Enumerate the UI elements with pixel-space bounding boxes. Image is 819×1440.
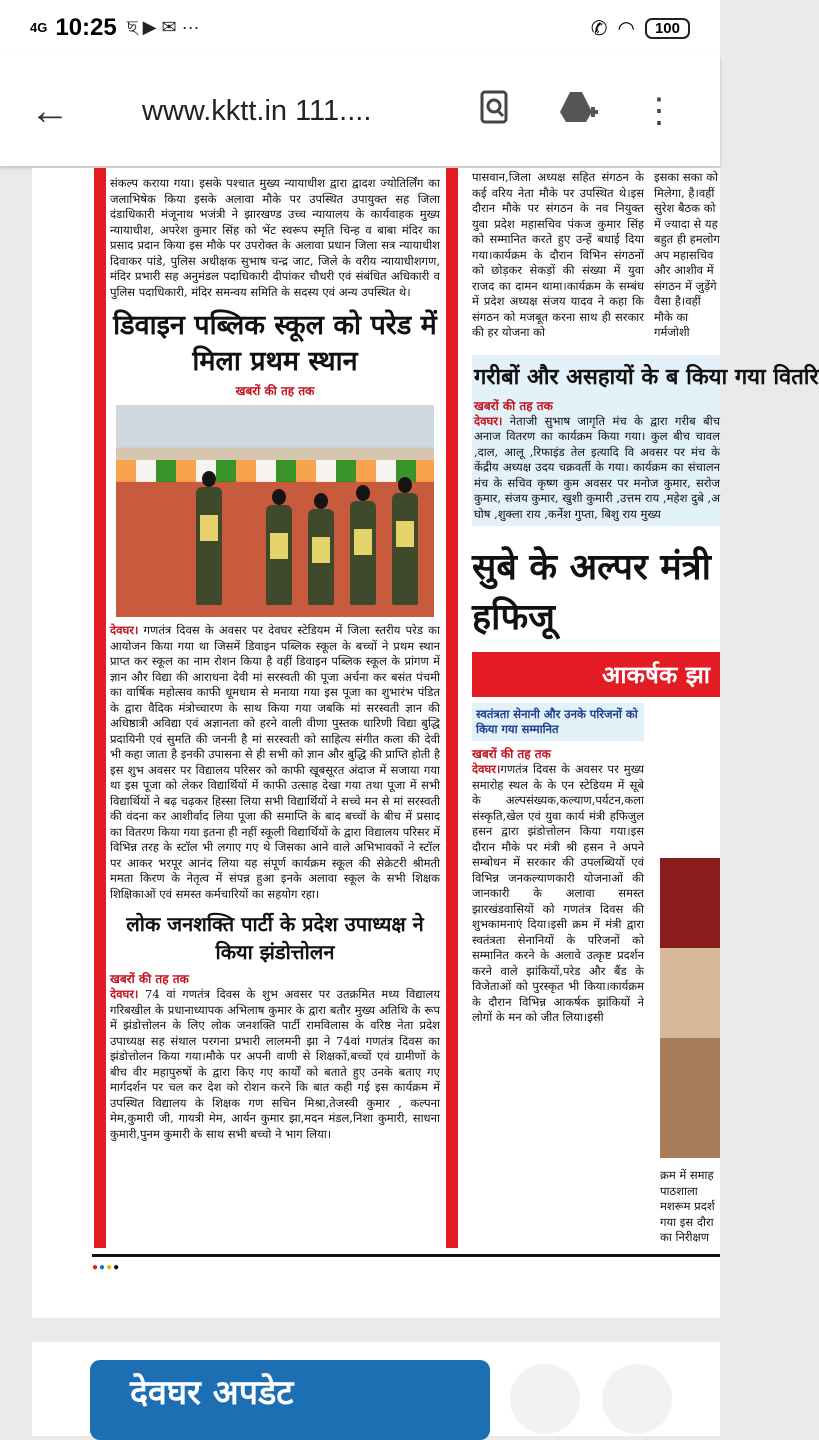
newspaper-page (32, 168, 819, 1318)
banner-attractive: आकर्षक झा (472, 652, 720, 697)
search-page-icon[interactable] (480, 90, 510, 132)
headline-ljp-flag: लोक जनशक्ति पार्टी के प्रदेश उपाध्यक्ष ने किया झंडोत्तोलन (126, 912, 424, 964)
headline-minister: सुबे के अल्पर मंत्री हफिजू (472, 546, 711, 638)
article-rjd-text: पासवान,जिला अध्यक्ष सहित संगठन के कई वरिय नेता मौके पर उपस्थित थे।इस दौरान मौके पर संगठन के नव नियुक्त युवा प्रदेश महासचिव पंकज कुमार सिंह को सम्मानित करते हुए उन्हें बधाई दिया गया।कार्यक्रम के दौरान विभिन संगठनों को छोड़कर सेकड़ों की संख्या में युवा राजद का दामन थामा।कार्यक्रम के सम्बंध में प्रदेश अध्यक्ष संजय यादव ने कहा कि संगठन को मजबूत करना साथ ही सरकार की हर योजना को (472, 170, 644, 339)
drive-add-icon[interactable] (558, 90, 598, 132)
article-right-bottom-text: क्रम में समाह पाठशाला मशरूम प्रदर्श गया इस दौरा का निरीक्षण (660, 1168, 715, 1244)
article-divine-school-text: देवघर। गणतंत्र दिवस के अवसर पर देवघर स्टेडियम में जिला स्तरीय परेड का आयोजन किया गया था जिसमें डिवाइन पब्लिक स्कूल के बच्चों ने प्रथम स्थान प्राप्त कर स्कूल का नाम रोशन किया है वहीं डिवाइन पब्लिक स्कूल के प्रांगण में ज्ञान और विद्या की आराधना देवी मां सरस्वती की पूजा अर्चना कर बसंत पंचमी का वार्षिक महोत्सव काफी धूमधाम से मनाया गया इस पूजा का शुभारंभ पंडित के द्वारा वैदिक मंत्रोच्चारण के साथ किया गया जबकि मां सरस्वती ज्ञान की अधिष्ठात्री अविद्या एवं अज्ञानता को हरने वाली वीणा पुस्तक धारिणी विद्या बुद्धि प्रदायिनी एवं सुमति की जननी है मां सरस्वती को साहित्य संगीत कला की देवी भी कहा जाता है इनकी उपासना से ही सभी को ज्ञान और बुद्धि की प्राप्ति होती है इस शुभ अवसर पर विद्यालय परिसर को काफी खूबसूरत अंदाज में सजाया गया था इस पूजा को लेकर विद्यार्थियों में काफी उत्साह देखा गया तथा पूजा में सभी विद्यार्थियों ने बढ़ चढ़कर हिस्सा लिया सभी विद्यार्थियों ने सच्चे मन से मां सरस्वती की वंदना कर आशीर्वाद लिया पूजा की समाप्ति के बाद बच्चों के बीच में प्रसाद का वितरण किया गया इतना ही नहीं स्कूली विद्यार्थियों के द्वारा विद्यालय परिसर में विभिन्न तरह के स्टॉल भी लगाए गए थे जिसका आने वाले अभिभावकों ने स्टॉल पर आकर भरपूर आनंद लिया यह संपूर्ण कार्यक्रम स्कूल की सेक्रेटरी श्रीमती ममता किरण के नेतृत्व में संपन्न हुआ इनके अलावा स्कूल के सभी शिक्षक शिक्षिकाओं एवं समस्त कर्मचारियों का सहयोग रहा। (110, 623, 440, 901)
red-column-border (446, 168, 458, 1248)
clock: 10:25 (55, 14, 117, 41)
share-icon[interactable] (602, 1364, 672, 1434)
next-page-preview (32, 1342, 720, 1436)
red-column-border (94, 168, 106, 1248)
share-icon[interactable] (510, 1364, 580, 1434)
notification-icons: ছ ▶ ✉ ··· (126, 16, 200, 37)
article-poor-distribution: गरीबों और असहायों के ब किया गया वितरि खबरों की तह तक देवघर। नेताजी सुभाष जागृति मंच के द्वारा गरीब बीच अनाज वितरण का कार्यक्रम किया गया। कुल बीच चावल ,दाल, आलू ,रिफाइंड तेल इत्यादि वि अवसर पर मंच के केंद्रीय अध्यक्ष उदय चक्रवर्ती के गया। कार्यक्रम का संचालन मंच के सचिव कृष्ण कुम अवसर पर मनोज कुमार, सरोज कुमार, संजय कुमार, खुशी कुमारी ,उत्तम राय ,महेश दुबे ,अ घोष ,शुक्ला राय ,कर्नेश गुप्ता, बिशु राय मुख्य (472, 355, 720, 527)
browser-toolbar (0, 56, 720, 166)
article-minister-text: देवघर।गणतंत्र दिवस के अवसर पर मुख्य समारोह स्थल के के एन स्टेडियम में सूबे के अल्पसंख्यक,कल्याण,पर्यटन,कला संस्कृति,खेल एवं युवा कार्य मंत्री हफिजुल हसन द्वारा झंडोत्तोलन किया गया।इस दौरान मौके पर मंत्री श्री हसन ने अपने सम्बोधन में सरकार की उपलब्धियों एवं विभिन्न जनकल्याणकारी योजनाओं की जानकारी के अलावा समस्त झारखंडवासियों को गणतंत्र दिवस की शुभकामनाएं दिया।इसी क्रम में मंत्री द्वारा स्वतंत्रता सेनानियों के परिजनों को सम्मानित करने के अलावे उत्कृष्ट प्रदर्शन करने वाले झांकियों,परेड और बैंड के विजेताओं को पुरस्कृत भी किया।कार्यक्रम के दौरान विभिन्न आकर्षक झांकियों ने लोगों के मन को जीत लिया।इसी (472, 762, 644, 1024)
article-right-text: इसका सका को मिलेगा, है।वहीं सुरेश बैठक को में ज्यादा से यह बहुत ही हमलोग अप महासचिव और आशीव में संगठन में जुड़ेंगे वैसा है।वहीं मौके का गर्मजोशी (654, 170, 720, 339)
more-vert-icon[interactable]: ⋮ (642, 92, 676, 130)
byline: खबरों की तह तक (474, 398, 553, 413)
dots-decoration: ●●●● (92, 1262, 121, 1273)
status-bar (0, 0, 720, 56)
back-arrow-icon[interactable]: ← (30, 88, 70, 133)
headline-divine-school: डिवाइन पब्लिक स्कूल को परेड में मिला प्रथम स्थान (113, 310, 437, 377)
article-temple-text: संकल्प कराया गया। इसके पश्चात मुख्य न्यायाधीश द्वारा द्वादश ज्योतिर्लिंग का जलाभिषेक किया इसके अलावा मौके पर उपस्थित उपायुक्त सह जिला दंडाधिकारी मंजूनाथ भजंत्री ने झारखण्ड उच्च न्यायालय के कार्यवाहक मुख्य न्यायाधीश, अपरेश कुमार सिंह को भेंट स्वरूप स्मृति चिन्ह व बाबा मंदिर का प्रसाद प्रदान किया इस मौके पर उपरोक्त के अलावा प्रधान जिला सत्र न्यायाधीश दिवाकर पांडे, पुलिस अधीक्षक सुभाष चन्द्र जाट, जिले के वरीय न्यायाधीशगण, मंदिर प्रभारी सह अनुमंडल पदाधिकारी दीपांकर चौधरी एवं संबंधित अधिकारी व पुलिस पदाधिकारी, मंदिर समन्वय समिति के सदस्य एवं अन्य उपस्थित थे। (110, 176, 440, 299)
byline: खबरों की तह तक (110, 972, 189, 986)
wifi-icon: ◠ (617, 17, 635, 40)
subhead-freedom-fighters: स्वतंत्रता सेनानी और उनके परिजनों को किया गया सम्मानित (476, 707, 638, 736)
network-indicator: 4G (30, 20, 48, 35)
headline-distribution: गरीबों और असहायों के ब किया गया वितरि (474, 363, 819, 390)
wifi-call-icon: ✆ (590, 17, 608, 40)
article-ljp-text: देवघर। 74 वां गणतंत्र दिवस के शुभ अवसर पर उतक्रमित मध्य विद्यालय गरिबखील के प्रधानाध्यापक अभिलाष कुमार के द्वारा बतौर मुख्य अतिथि के रूप में झंडोत्तोलन के लिए लोक जनशक्ति पार्टी रामविलास के वरिष्ठ नेता प्रदेश उपाध्यक्ष सह संथाल परगना प्रभारी लालमनी झा ने 74वां गणतंत्र दिवस का झंडोत्तोलन किया गया।मौके पर अपनी वाणी से शिक्षकों,बच्चों एवं ग्रामीणों के बीच वीर महापुरुषों के द्वारा किए गए कार्यों को बताते हुए उनके बताए गए मार्गदर्शन पर चल कर देश को रोशन करने कि बात कही गई इस कार्यक्रम में उपस्थित विद्यालय के शिक्षक गण सचिन मिश्रा,तेजस्वी कुमार , कल्पना मेम,कुमारी जी, गायत्री मेम, आर्यन कुमार झा,मदन मंडल,निशा कुमारी, साधना कुमारी,पुनम कुमारी के साथ सभी बच्चो ने भाग लिया। (110, 987, 440, 1141)
column-left (110, 168, 440, 1142)
divider (92, 1254, 720, 1257)
battery-icon: 100 (645, 18, 690, 39)
column-right (654, 168, 720, 341)
ceremony-photo (660, 858, 720, 1158)
byline: खबरों की तह तक (472, 747, 551, 761)
byline: खबरों की तह तक (235, 384, 315, 398)
parade-photo (116, 405, 434, 617)
next-page-banner[interactable]: देवघर अपडेट (90, 1360, 490, 1440)
subhead-box (472, 703, 644, 741)
url-bar[interactable]: www.kktt.in 111.... (142, 94, 372, 127)
